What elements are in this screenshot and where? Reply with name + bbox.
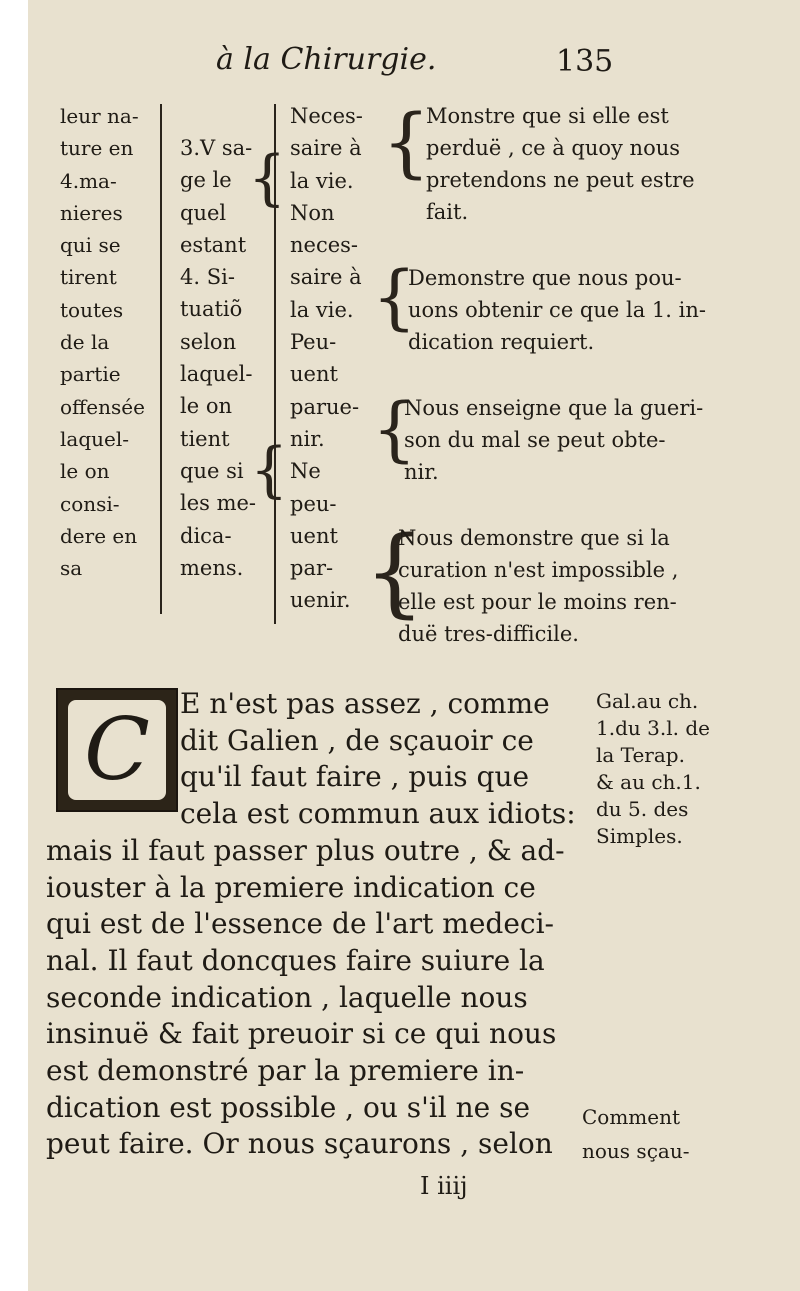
table-cell: tuatiõ [180,297,243,322]
table-cell: Nous enseigne que la gueri- [404,396,704,420]
margin-line: la Terap. [596,743,685,767]
table-cell: Ne [290,459,321,484]
table-cell: laquel- [60,426,129,451]
table-cell: Monstre que si elle est [426,104,669,128]
table-meaning-1 [426,100,695,228]
signature-mark: I iiij [420,1172,468,1200]
body-line: mais il faut passer plus outre , & ad- [46,833,565,867]
body-line: qui est de l'essence de l'art medeci- [46,907,555,941]
table-cell: 4. Si- [180,265,235,290]
margin-line: & au ch.1. [596,770,701,794]
body-line: dication est possible , ou s'il ne se [46,1090,531,1124]
table-cell: dica- [180,523,232,548]
body-line: dit Galien , de sçauoir ce [180,723,534,757]
brace-glyph: { [372,388,417,470]
table-cell: uons obtenir ce que la 1. in- [408,298,706,322]
table-cell: partie [60,362,121,387]
table-cell: le on [180,394,232,419]
table-cell: estant [180,232,247,257]
table-cell: laquel- [180,362,253,387]
marginal-note-comment [582,1100,689,1168]
table-cell: nir. [404,460,439,484]
table-cell: par- [290,556,334,581]
table-cell: parue- [290,394,360,419]
brace-glyph: { [250,435,289,505]
brace-glyph: { [372,256,417,338]
body-line: peut faire. Or nous sçaurons , selon [46,1127,553,1161]
table-cell: mens. [180,555,244,580]
margin-line: Comment [582,1105,681,1129]
table-cell: nir. [290,426,325,451]
table-cell: uent [290,362,338,387]
brace-glyph: { [364,516,426,628]
table-cell: le on [60,459,110,484]
body-line: cela est commun aux idiots: [180,797,576,831]
table-cell: curation n'est impossible , [398,558,679,582]
body-paragraph [46,686,606,1163]
table-col-1 [60,100,152,584]
table-cell: ture en [60,136,134,161]
table-cell: qui se [60,233,121,258]
table-cell: Peu- [290,330,337,355]
running-title: à la Chirurgie. [216,42,437,77]
table-cell: elle est pour le moins ren- [398,590,677,614]
table-cell: toutes [60,297,124,322]
table-cell: tient [180,426,230,451]
table-meaning-2 [408,262,706,358]
table-cell: Neces- [290,104,363,128]
table-cell: Non [290,200,335,225]
table-cell: Demonstre que nous pou- [408,266,682,290]
table-meaning-4 [398,522,678,650]
bracket-line [160,104,162,614]
table-cell: consi- [60,491,120,516]
table-cell: perduë , ce à quoy nous [426,136,681,160]
table-cell: Nous demonstre que si la [398,526,670,550]
table-cell: de la [60,330,110,355]
table-cell: saire à [290,136,362,161]
table-cell: 3.V sa- [180,136,253,160]
brace-glyph: { [248,143,287,213]
table-cell: duë tres-difficile. [398,622,579,646]
table-cell: son du mal se peut obte- [404,428,666,452]
body-line: E n'est pas assez , comme [180,687,550,720]
table-cell: dere en [60,523,138,548]
margin-line: du 5. des [596,797,689,821]
table-cell: saire à [290,265,362,290]
marginal-note-galen [596,688,710,850]
margin-line: nous sçau- [582,1139,690,1163]
margin-line: Simples. [596,824,683,848]
table-cell: tirent [60,265,117,290]
table-meaning-3 [404,392,703,488]
table-cell: sa [60,556,83,581]
table-cell: la vie. [290,168,354,193]
table-cell: quel [180,200,227,225]
table-cell: ge le [180,168,232,193]
table-cell: 4.ma- [60,168,117,193]
table-cell: les me- [180,491,257,516]
table-cell: fait. [426,200,469,224]
table-cell: offensée [60,394,145,419]
initial-letter: C [68,700,166,800]
body-line: insinuë & fait preuoir si ce qui nous [46,1017,557,1051]
body-line: seconde indication , laquelle nous [46,980,528,1014]
table-cell: uenir. [290,588,351,613]
table-cell: la vie. [290,297,354,322]
table-cell: que si [180,458,244,483]
brace-glyph: { [382,97,431,186]
body-line: qu'il faut faire , puis que [180,760,530,794]
table-cell: selon [180,329,237,354]
body-line: est demonstré par la premiere in- [46,1054,525,1088]
table-cell: neces- [290,233,359,258]
body-line: iouster à la premiere indication ce [46,870,536,904]
table-cell: peu- [290,491,337,516]
table-cell: nieres [60,200,123,225]
page-number: 135 [556,44,614,79]
table-cell: pretendons ne peut estre [426,168,695,192]
table-cell: uent [290,523,338,548]
book-page [28,0,800,1291]
table-cell: dication requiert. [408,330,595,354]
table-cell: leur na- [60,104,139,128]
body-line: nal. Il faut doncques faire suiure la [46,943,545,977]
margin-line: 1.du 3.l. de [596,716,710,740]
margin-line: Gal.au ch. [596,689,699,713]
